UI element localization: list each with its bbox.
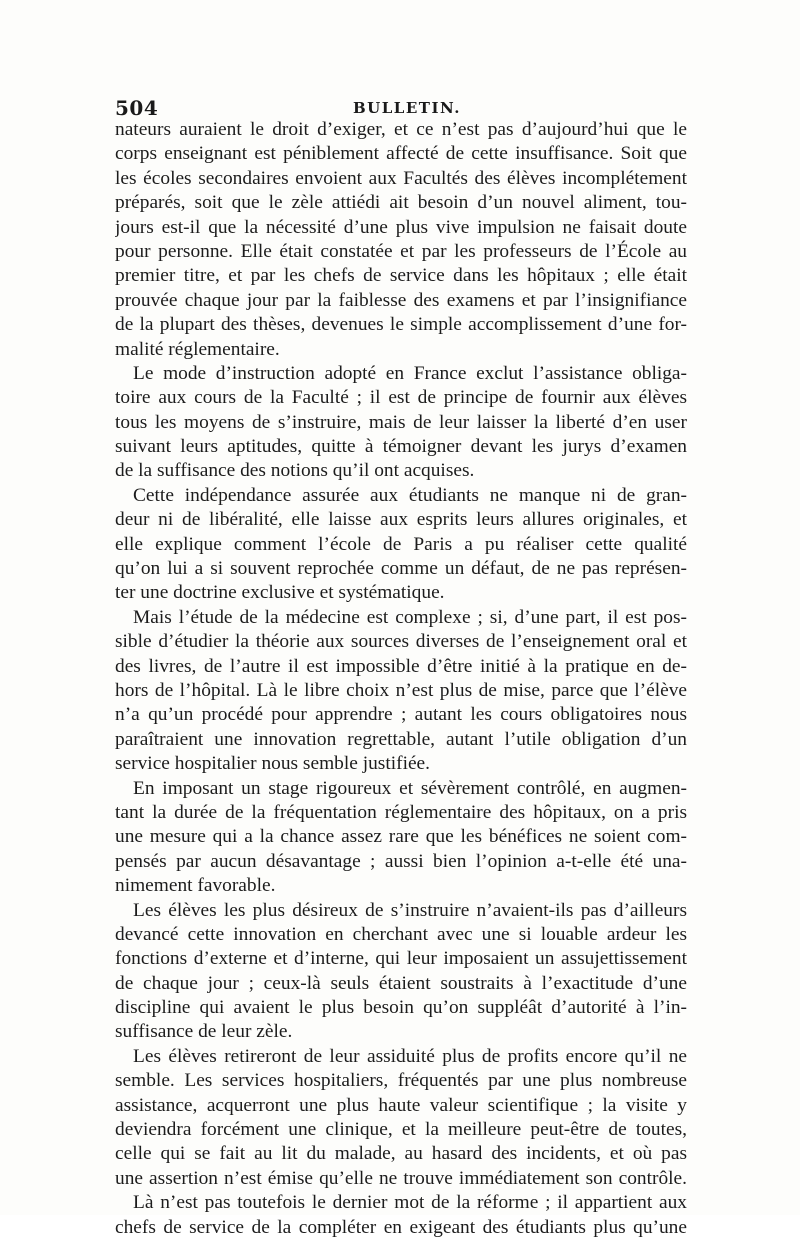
text-line: nateurs auraient le droit d’exiger, et ce n’est pas d’aujourd’hui que le <box>115 119 687 140</box>
text-line: suivant leurs aptitudes, quitte à témoigner devant les jurys d’examen <box>115 436 687 458</box>
text-line: tous les moyens de s’instruire, mais de leur laisser la liberté d’en user <box>115 411 687 433</box>
text-line: une assertion n’est émise qu’elle ne trouve immédiatement son contrôle. <box>115 1167 687 1189</box>
text-line: pour personne. Elle était constatée et par les professeurs de l’École au <box>115 240 687 262</box>
text-line: une mesure qui a la chance assez rare que les bénéfices ne soient com- <box>115 826 687 848</box>
text-line: pensés par aucun désavantage ; aussi bien l’opinion a-t-elle été una- <box>115 850 687 872</box>
text-line: malité réglementaire. <box>115 338 280 360</box>
text-line: deviendra forcément une clinique, et la meilleure peut-être de toutes, <box>115 1119 687 1141</box>
text-line: devancé cette innovation en cherchant avec une si louable ardeur les <box>115 923 687 945</box>
text-line: corps enseignant est péniblement affecté de cette insuffisance. Soit que <box>115 143 687 165</box>
text-line: Là n’est pas toutefois le dernier mot de la réforme ; il appartient aux <box>133 1192 687 1214</box>
page-number: 504 <box>115 96 159 120</box>
text-line: n’a qu’un procédé pour apprendre ; autant les cours obligatoires nous <box>115 704 687 726</box>
text-line: Cette indépendance assurée aux étudiants ne manque ni de gran- <box>133 484 687 506</box>
text-line: hors de l’hôpital. Là le libre choix n’est plus de mise, parce que l’élève <box>115 679 687 701</box>
text-line: de la suffisance des notions qu’il ont acquises. <box>115 460 475 482</box>
text-line: En imposant un stage rigoureux et sévèrement contrôlé, en augmen- <box>133 777 687 799</box>
text-line: de la plupart des thèses, devenues le simple accomplissement d’une for- <box>115 314 687 336</box>
text-line: nimement favorable. <box>115 875 276 897</box>
text-line: qu’on lui a si souvent reprochée comme un défaut, de ne pas représen- <box>115 558 687 580</box>
text-line: fonctions d’externe et d’interne, qui leur imposaient un assujettissement <box>115 948 687 970</box>
text-line: elle explique comment l’école de Paris a pu réaliser cette qualité <box>115 533 687 555</box>
text-line: Mais l’étude de la médecine est complexe ; si, d’une part, il est pos- <box>133 606 687 628</box>
text-line: discipline qui avaient le plus besoin qu’on suppléât d’autorité à l’in- <box>115 997 687 1019</box>
text-line: les écoles secondaires envoient aux Facultés des élèves incomplétement <box>115 167 687 189</box>
text-line: assistance, acquerront une plus haute valeur scientifique ; la visite y <box>115 1094 687 1116</box>
text-line: service hospitalier nous semble justifiée. <box>115 753 431 775</box>
text-line: suffisance de leur zèle. <box>115 1021 293 1043</box>
text-line: celle qui se fait au lit du malade, au hasard des incidents, et où pas <box>115 1143 687 1165</box>
text-line: jours est-il que la nécessité d’une plus vive impulsion ne faisait doute <box>115 216 687 238</box>
text-line: paraîtraient une innovation regrettable, autant l’utile obligation d’un <box>115 728 687 750</box>
text-line: de chaque jour ; ceux-là seuls étaient soustraits à l’exactitude d’une <box>115 972 687 994</box>
text-line: deur ni de libéralité, elle laisse aux esprits leurs allures originales, et <box>115 509 687 531</box>
text-line: prouvée chaque jour par la faiblesse des examens et par l’insignifiance <box>115 289 687 311</box>
body-text <box>115 118 687 1240</box>
text-line: semble. Les services hospitaliers, fréquentés par une plus nombreuse <box>115 1070 687 1092</box>
text-line: chefs de service de la compléter en exigeant des étudiants plus qu’une <box>115 1216 687 1238</box>
text-line: Les élèves les plus désireux de s’instruire n’avaient-ils pas d’ailleurs <box>133 899 687 921</box>
text-line: Les élèves retireront de leur assiduité plus de profits encore qu’il ne <box>133 1045 687 1067</box>
text-line: sible d’étudier la théorie aux sources diverses de l’enseignement oral et <box>115 631 687 653</box>
text-line: tant la durée de la fréquentation réglementaire des hôpitaux, on a pris <box>115 801 687 823</box>
text-line: ter une doctrine exclusive et systématique. <box>115 582 445 604</box>
running-title: BULLETIN. <box>353 99 461 117</box>
text-line: premier titre, et par les chefs de service dans les hôpitaux ; elle était <box>115 265 687 287</box>
text-line: préparés, soit que le zèle attiédi ait besoin d’un nouvel aliment, tou- <box>115 192 687 214</box>
text-line: toire aux cours de la Faculté ; il est de principe de fournir aux élèves <box>115 387 687 409</box>
text-line: des livres, de l’autre il est impossible d’être initié à la pratique en de- <box>115 655 687 677</box>
text-line: Le mode d’instruction adopté en France exclut l’assistance obliga- <box>133 362 687 384</box>
